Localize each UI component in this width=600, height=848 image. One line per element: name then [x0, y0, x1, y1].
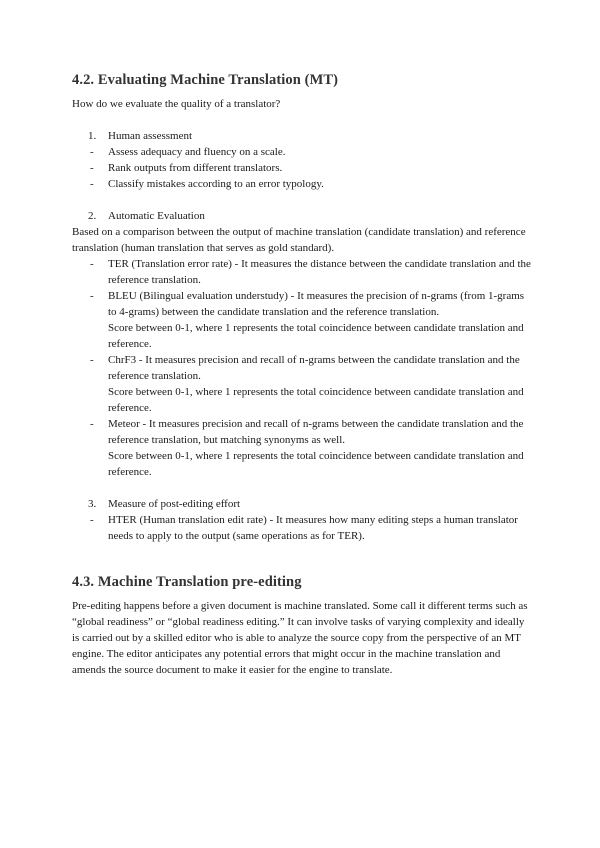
list-item [72, 144, 532, 160]
dash-marker: - [90, 162, 94, 174]
metric-text: Meteor - It measures precision and recall of n-grams between the candidate translation and the reference translation, but matching synonyms as well. [108, 418, 524, 446]
list-item-text: Assess adequacy and fluency on a scale. [108, 146, 286, 158]
list-item [72, 176, 532, 192]
dash-marker: - [90, 418, 94, 430]
item-number: 2. [88, 210, 97, 222]
metric-score: Score between 0-1, where 1 represents the total coincidence between candidate translation and reference. [108, 386, 524, 414]
list-item-text: Classify mistakes according to an error typology. [108, 178, 324, 190]
dash-marker: - [90, 354, 94, 366]
pre-editing-paragraph: Pre-editing happens before a given document is machine translated. Some call it different terms such as “global readiness” or “global readiness editing.” It can involve tasks of varying complexity and ideally is carried out by a skilled editor who is able to analyze the source copy from the perspective of an MT engine. The editor anticipates any potential errors that might occur in the machine translation and amends the source document to make it easier for the engine to translate. [72, 600, 528, 676]
numbered-item-post-editing [72, 496, 532, 512]
metric-ter [72, 256, 532, 288]
section-heading-4-3: 4.3. Machine Translation pre-editing [72, 574, 302, 590]
item-title: Automatic Evaluation [108, 210, 205, 222]
metric-text: ChrF3 - It measures precision and recall of n-grams between the candidate translation and the reference translation. [108, 354, 520, 382]
dash-marker: - [90, 514, 94, 526]
automatic-intro: Based on a comparison between the output of machine translation (candidate translation) and reference translation (human translation that serves as gold standard). [72, 226, 526, 254]
metric-score: Score between 0-1, where 1 represents the total coincidence between candidate translation and reference. [108, 450, 524, 478]
list-item [72, 160, 532, 176]
numbered-item-human-assessment [72, 128, 532, 144]
item-number: 3. [88, 498, 97, 510]
dash-marker: - [90, 290, 94, 302]
metric-score: Score between 0-1, where 1 represents the total coincidence between candidate translation and reference. [108, 322, 524, 350]
metric-meteor [72, 416, 532, 480]
metric-chrf3 [72, 352, 532, 416]
metric-text: BLEU (Bilingual evaluation understudy) - It measures the precision of n-grams (from 1-grams to 4-grams) between the candidate translation and the reference translation. [108, 290, 525, 318]
dash-marker: - [90, 178, 94, 190]
item-title: Measure of post-editing effort [108, 498, 241, 510]
section-heading-4-2: 4.2. Evaluating Machine Translation (MT) [72, 72, 339, 88]
metric-text: TER (Translation error rate) - It measures the distance between the candidate translation and the reference translation. [108, 258, 531, 286]
dash-marker: - [90, 146, 94, 158]
list-item-text: Rank outputs from different translators. [108, 162, 283, 174]
item-number: 1. [88, 130, 97, 142]
item-title: Human assessment [108, 130, 193, 142]
intro-question: How do we evaluate the quality of a translator? [72, 98, 281, 110]
dash-marker: - [90, 258, 94, 270]
metric-text: HTER (Human translation edit rate) - It measures how many editing steps a human translator needs to apply to the output (same operations as for TER). [108, 514, 518, 542]
numbered-item-automatic-evaluation [72, 208, 532, 224]
metric-bleu [72, 288, 532, 352]
document-page [72, 70, 532, 678]
metric-hter [72, 512, 532, 544]
